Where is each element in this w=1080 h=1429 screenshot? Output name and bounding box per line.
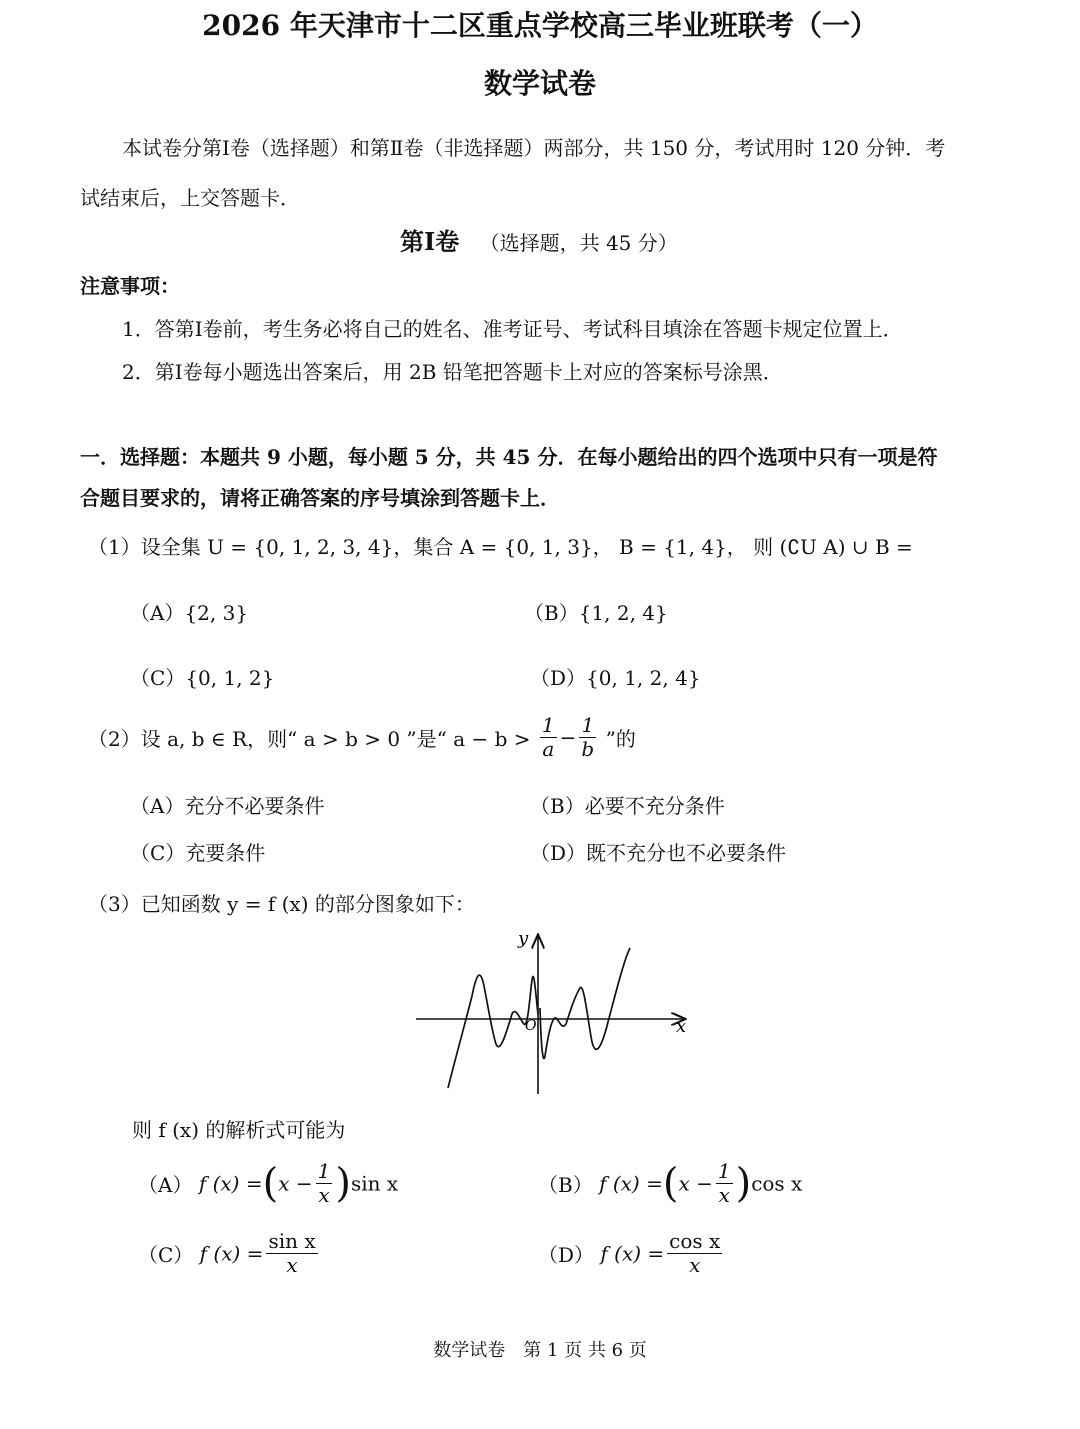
- q2-option-b: [530, 790, 725, 819]
- function-curve: [448, 948, 630, 1088]
- q2-option-d-text: 既不充分也不必要条件: [586, 841, 787, 865]
- q3-follow: 则 f (x) 的解析式可能为: [132, 1118, 346, 1142]
- q1-option-c: [130, 662, 274, 691]
- q3-option-a-lhs: f (x) =: [198, 1171, 263, 1196]
- q1-option-a-label: （A）: [130, 601, 185, 625]
- q1-option-a-text: {2, 3}: [184, 601, 249, 625]
- notice-item-2: 2．第Ⅰ卷每小题选出答案后，用 2B 铅笔把答题卡上对应的答案标号涂黑．: [122, 360, 783, 384]
- q3-option-c-den: x: [286, 1253, 298, 1277]
- q3-option-b-lparen: (: [662, 1160, 679, 1207]
- q3-option-b-label: （B）: [538, 1173, 593, 1197]
- q3-option-c-lhs: f (x) =: [199, 1241, 264, 1266]
- q2-option-a: [130, 790, 324, 819]
- q2-option-b-text: 必要不充分条件: [584, 794, 725, 818]
- q2-stem: [88, 714, 636, 761]
- page-footer: 数学试卷 第 1 页 共 6 页: [433, 1340, 647, 1361]
- q2-option-a-label: （A）: [130, 794, 185, 818]
- exam-title: 2026 年天津市十二区重点学校高三毕业班联考（一）: [202, 9, 878, 42]
- q3-option-c: [138, 1230, 321, 1277]
- q3-function-graph: [410, 926, 700, 1098]
- q3-option-d-lhs: f (x) =: [600, 1241, 665, 1266]
- part1-title-note: （选择题，共 45 分）: [479, 231, 678, 255]
- intro-line-2: 试结束后，上交答题卡．: [80, 186, 300, 210]
- q3-option-a-fraction: [316, 1160, 333, 1207]
- q3-option-a-term: x −: [278, 1171, 313, 1196]
- q1-option-b-text: {1, 2, 4}: [578, 601, 668, 625]
- q2-option-a-text: 充分不必要条件: [184, 794, 325, 818]
- origin-label: O: [525, 1018, 537, 1034]
- q3-option-a-num: 1: [317, 1159, 331, 1183]
- q2-fraction-1-den: a: [542, 737, 555, 761]
- q2-option-b-label: （B）: [530, 794, 585, 818]
- q2-fraction-1: [540, 714, 557, 761]
- q2-fraction-1-num: 1: [541, 713, 555, 737]
- q3-option-b-rparen: ): [735, 1160, 752, 1207]
- q3-option-d-num: cos x: [669, 1229, 721, 1253]
- q3-option-a-label: （A）: [138, 1173, 193, 1197]
- q3-option-a: [138, 1160, 398, 1207]
- q3-option-c-num: sin x: [268, 1229, 316, 1253]
- q3-option-a-rparen: ): [335, 1160, 351, 1207]
- q3-option-d-fraction: [667, 1230, 722, 1277]
- q1-option-c-text: {0, 1, 2}: [185, 666, 275, 690]
- intro-line-1: 本试卷分第Ⅰ卷（选择题）和第Ⅱ卷（非选择题）两部分，共 150 分，考试用时 120 分钟．考: [122, 136, 946, 160]
- q2-option-d-label: （D）: [530, 841, 587, 865]
- q3-option-b-lhs: f (x) =: [599, 1171, 663, 1196]
- q1-option-d-label: （D）: [530, 666, 587, 690]
- notice-item-1: 1．答第Ⅰ卷前，考生务必将自己的姓名、准考证号、考试科目填涂在答题卡规定位置上．: [122, 317, 903, 341]
- q1-stem: （1）设全集 U = {0, 1, 2, 3, 4}，集合 A = {0, 1, 3}， B = {1, 4}， 则 (∁U A) ∪ B =: [88, 535, 913, 559]
- q3-option-c-fraction: [266, 1230, 317, 1277]
- q2-fraction-2-den: b: [581, 737, 595, 761]
- exam-subtitle: 数学试卷: [483, 67, 596, 100]
- q3-option-b-num: 1: [717, 1159, 731, 1183]
- q3-option-d-den: x: [689, 1253, 701, 1277]
- q2-option-c-text: 充要条件: [185, 841, 266, 865]
- q3-option-b-fraction: [716, 1160, 733, 1207]
- q2-option-c: [130, 837, 265, 866]
- part1-title: 第Ⅰ卷: [400, 227, 460, 256]
- y-axis-label: y: [518, 928, 529, 949]
- q2-option-d: [530, 837, 786, 866]
- q2-option-c-label: （C）: [130, 841, 186, 865]
- section1-line-1: 一．选择题：本题共 9 小题，每小题 5 分，共 45 分．在每小题给出的四个选项中只有一项是符: [80, 445, 938, 469]
- q3-option-b-term: x −: [678, 1171, 713, 1196]
- q3-option-a-den: x: [318, 1183, 330, 1207]
- q3-option-a-tail: sin x: [350, 1171, 399, 1196]
- q1-option-b: [524, 597, 668, 626]
- q1-option-c-label: （C）: [130, 666, 186, 690]
- q3-option-b-den: x: [718, 1183, 730, 1207]
- q3-option-b: [538, 1160, 802, 1207]
- q2-minus: −: [559, 725, 577, 750]
- x-axis-label: x: [676, 1016, 687, 1037]
- q3-option-b-tail: cos x: [751, 1171, 803, 1196]
- section1-line-2: 合题目要求的，请将正确答案的序号填涂到答题卡上．: [80, 486, 560, 510]
- q1-option-a: [130, 597, 248, 626]
- q3-option-c-label: （C）: [138, 1243, 194, 1267]
- q2-stem-pre: （2）设 a, b ∈ R，则“ a > b > 0 ”是“ a − b >: [88, 727, 531, 751]
- q3-option-d: [538, 1230, 725, 1277]
- q2-stem-post: ”的: [605, 727, 636, 751]
- q3-option-a-lparen: (: [262, 1160, 279, 1207]
- q1-option-d: [530, 662, 701, 691]
- q3-option-d-label: （D）: [538, 1243, 595, 1267]
- notice-heading: 注意事项：: [80, 274, 180, 298]
- part1-heading: [400, 222, 678, 257]
- q1-option-d-text: {0, 1, 2, 4}: [586, 666, 701, 690]
- q2-fraction-2-num: 1: [579, 714, 596, 738]
- q1-option-b-label: （B）: [524, 601, 579, 625]
- q3-stem: （3）已知函数 y = f (x) 的部分图象如下：: [88, 892, 475, 916]
- q2-fraction-2: [579, 714, 596, 761]
